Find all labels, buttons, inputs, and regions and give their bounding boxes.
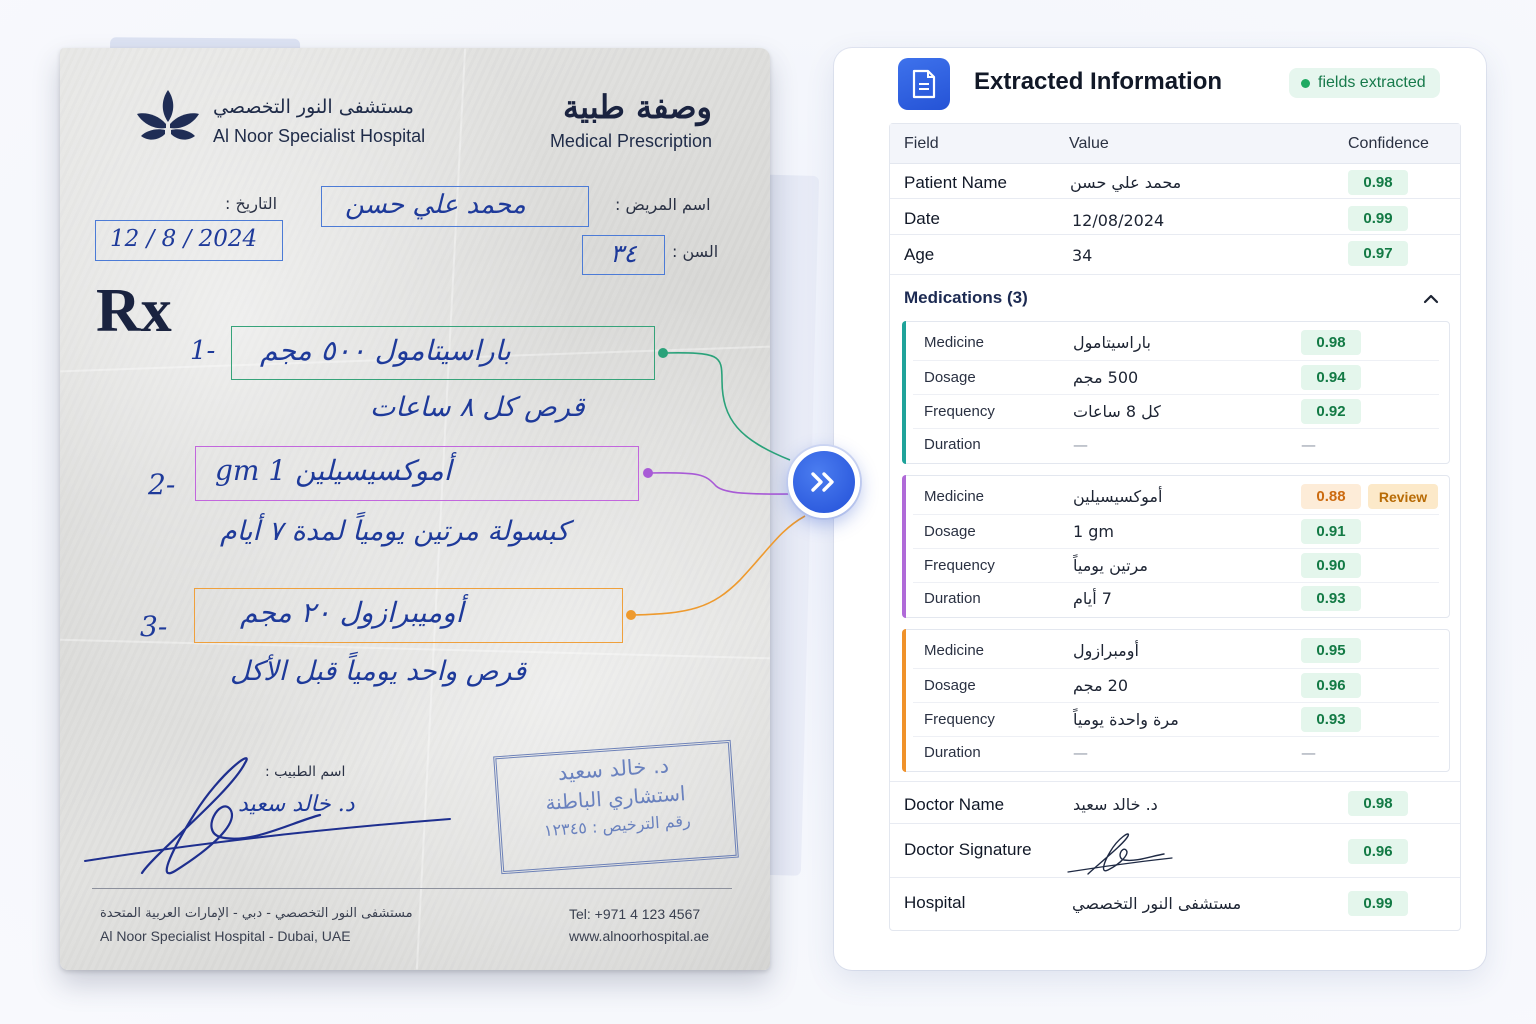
- item-1-line2: قرص كل ٨ ساعات: [370, 392, 585, 423]
- date-handwritten: 12 / 8 / 2024: [110, 226, 258, 252]
- item-1-line1: باراسيتامول ٥٠٠ مجم: [260, 334, 511, 367]
- patient-name-label: Patient Name: [904, 173, 1007, 192]
- med1-duration-confidence: —: [1301, 436, 1316, 454]
- med2-frequency-confidence: 0.90: [1301, 553, 1361, 578]
- row-divider: [890, 823, 1460, 824]
- medications-title: Medications (3): [904, 288, 1028, 307]
- med2-dosage-value[interactable]: 1 gm: [1073, 522, 1115, 541]
- med2-frequency-value[interactable]: مرتين يومياً: [1073, 556, 1148, 575]
- date-confidence: 0.99: [1348, 206, 1408, 231]
- card-row-divider: [913, 702, 1439, 703]
- med3-duration-value[interactable]: —: [1073, 744, 1088, 762]
- hospital-label: Hospital: [904, 893, 966, 912]
- doctor-signature-confidence: 0.96: [1348, 839, 1408, 864]
- card-row-divider: [913, 360, 1439, 361]
- double-chevron-right-icon: [809, 470, 839, 494]
- med2-medicine-label: Medicine: [924, 488, 985, 505]
- stamp-line1: د. خالد سعيد: [557, 753, 670, 785]
- med3-medicine-confidence: 0.95: [1301, 638, 1361, 663]
- med1-dosage-label: Dosage: [924, 369, 976, 386]
- med3-dosage-label: Dosage: [924, 677, 976, 694]
- prescription-paper: [60, 48, 770, 970]
- card-row-divider: [913, 428, 1439, 429]
- age-label: السن :: [672, 242, 719, 261]
- header-value: Value: [1069, 135, 1109, 152]
- med1-frequency-value[interactable]: كل 8 ساعات: [1073, 402, 1161, 421]
- footer-divider: [92, 888, 732, 889]
- item-3-line1: أوميبرازول ٢٠ مجم: [240, 596, 464, 629]
- extracted-info-panel: [834, 48, 1486, 970]
- footer-address-en: Al Noor Specialist Hospital - Dubai, UAE: [100, 928, 351, 944]
- med3-medicine-value[interactable]: أومبرازول: [1073, 641, 1139, 660]
- card-row-divider: [913, 514, 1439, 515]
- row-divider: [890, 234, 1460, 235]
- hospital-confidence: 0.99: [1348, 891, 1408, 916]
- doctor-name-confidence: 0.98: [1348, 791, 1408, 816]
- patient-handwritten: محمد علي حسن: [345, 190, 526, 220]
- medication-card-1: [902, 321, 1450, 464]
- stamp-line3: رقم الترخيص : ١٢٣٤٥: [543, 811, 692, 841]
- footer-website: www.alnoorhospital.ae: [569, 928, 710, 944]
- date-label: Date: [904, 209, 940, 228]
- item-2-line2: كبسولة مرتين يومياً لمدة ٧ أيام: [220, 516, 570, 547]
- doctor-name-label: Doctor Name: [904, 795, 1005, 814]
- patient-label: اسم المريض :: [615, 195, 711, 214]
- date-label: التاريخ :: [225, 194, 278, 213]
- stamp-line2: استشاري الباطنة: [544, 781, 687, 816]
- hospital-name-en: Al Noor Specialist Hospital: [213, 126, 426, 146]
- card-stripe: [902, 321, 906, 464]
- patient-name-value[interactable]: محمد علي حسن: [1070, 173, 1182, 192]
- date-value[interactable]: 12/08/2024: [1072, 211, 1165, 230]
- med1-duration-value[interactable]: —: [1073, 436, 1088, 454]
- med2-dosage-confidence: 0.91: [1301, 519, 1361, 544]
- rx-symbol: Rx: [96, 277, 172, 345]
- med2-medicine-confidence: 0.88: [1301, 484, 1361, 509]
- item-2-line1: أموكسيسيلين 1 gm: [215, 454, 452, 487]
- status-badge: [1289, 68, 1440, 98]
- med1-frequency-label: Frequency: [924, 403, 995, 420]
- med3-duration-confidence: —: [1301, 744, 1316, 762]
- card-row-divider: [913, 548, 1439, 549]
- med1-dosage-value[interactable]: 500 مجم: [1073, 368, 1139, 387]
- item-3-number: 3-: [140, 610, 168, 643]
- doctor-name-value[interactable]: د. خالد سعيد: [1073, 795, 1158, 814]
- med1-medicine-confidence: 0.98: [1301, 330, 1361, 355]
- med2-frequency-label: Frequency: [924, 557, 995, 574]
- card-row-divider: [913, 668, 1439, 669]
- footer-address-ar: مستشفى النور التخصصي - دبي - الإمارات العربية المتحدة: [100, 906, 413, 921]
- med3-frequency-label: Frequency: [924, 711, 995, 728]
- med1-medicine-value[interactable]: باراسيتامول: [1073, 333, 1151, 352]
- medication-card-2: [902, 475, 1450, 618]
- med2-dosage-label: Dosage: [924, 523, 976, 540]
- doctor-signature-thumbnail[interactable]: [1066, 830, 1176, 880]
- med1-duration-label: Duration: [924, 436, 981, 453]
- med3-dosage-confidence: 0.96: [1301, 673, 1361, 698]
- status-dot-icon: [1301, 79, 1310, 88]
- card-row-divider: [913, 582, 1439, 583]
- table-header: [890, 124, 1460, 164]
- item-2-number: 2-: [148, 468, 176, 501]
- review-badge[interactable]: Review: [1368, 484, 1438, 509]
- doctor-signature: [80, 753, 460, 883]
- row-divider: [890, 198, 1460, 199]
- doctor-label: اسم الطبيب :: [265, 764, 346, 780]
- med3-dosage-value[interactable]: 20 مجم: [1073, 676, 1128, 695]
- doctor-signature-label: Doctor Signature: [904, 840, 1032, 859]
- item-1-number: 1-: [190, 336, 216, 366]
- footer-phone: Tel: +971 4 123 4567: [569, 906, 701, 922]
- card-row-divider: [913, 736, 1439, 737]
- med3-duration-label: Duration: [924, 744, 981, 761]
- med3-frequency-value[interactable]: مرة واحدة يومياً: [1073, 710, 1179, 729]
- med2-duration-label: Duration: [924, 590, 981, 607]
- age-handwritten: ٣٤: [610, 239, 637, 268]
- card-stripe: [902, 475, 906, 618]
- lotus-leaf-logo: [135, 84, 201, 146]
- med1-frequency-confidence: 0.92: [1301, 399, 1361, 424]
- age-value[interactable]: 34: [1072, 246, 1093, 265]
- row-divider: [890, 274, 1460, 275]
- med2-duration-value[interactable]: 7 أيام: [1073, 589, 1112, 608]
- med1-dosage-confidence: 0.94: [1301, 365, 1361, 390]
- row-divider: [890, 781, 1460, 782]
- card-stripe: [902, 629, 906, 772]
- age-confidence: 0.97: [1348, 241, 1408, 266]
- med3-medicine-label: Medicine: [924, 642, 985, 659]
- row-divider: [890, 877, 1460, 878]
- med2-medicine-value[interactable]: أموكسيسيلين: [1073, 487, 1163, 506]
- hospital-value[interactable]: مستشفى النور التخصصي: [1072, 894, 1242, 913]
- age-label: Age: [904, 245, 935, 264]
- card-row-divider: [913, 394, 1439, 395]
- header-field: Field: [904, 135, 939, 152]
- item-3-line2: قرص واحد يومياً قبل الأكل: [230, 656, 527, 687]
- hospital-name-ar: مستشفى النور التخصصي: [213, 96, 414, 118]
- medication-card-3: [902, 629, 1450, 772]
- prescription-title-en: Medical Prescription: [549, 131, 712, 151]
- transfer-button[interactable]: [788, 446, 860, 518]
- doctor-stamp: [493, 740, 739, 874]
- extraction-table: [889, 123, 1461, 931]
- patient-name-confidence: 0.98: [1348, 170, 1408, 195]
- header-confidence: Confidence: [1348, 135, 1429, 152]
- chevron-up-icon[interactable]: [1422, 290, 1440, 308]
- med3-frequency-confidence: 0.93: [1301, 707, 1361, 732]
- document-icon: [898, 58, 950, 110]
- prescription-title-ar: وصفة طبية: [562, 88, 712, 126]
- doctor-handwritten: د. خالد سعيد: [238, 792, 355, 817]
- med2-duration-confidence: 0.93: [1301, 586, 1361, 611]
- status-badge-label: fields extracted: [1318, 74, 1426, 91]
- med1-medicine-label: Medicine: [924, 334, 985, 351]
- panel-title: Extracted Information: [974, 68, 1223, 95]
